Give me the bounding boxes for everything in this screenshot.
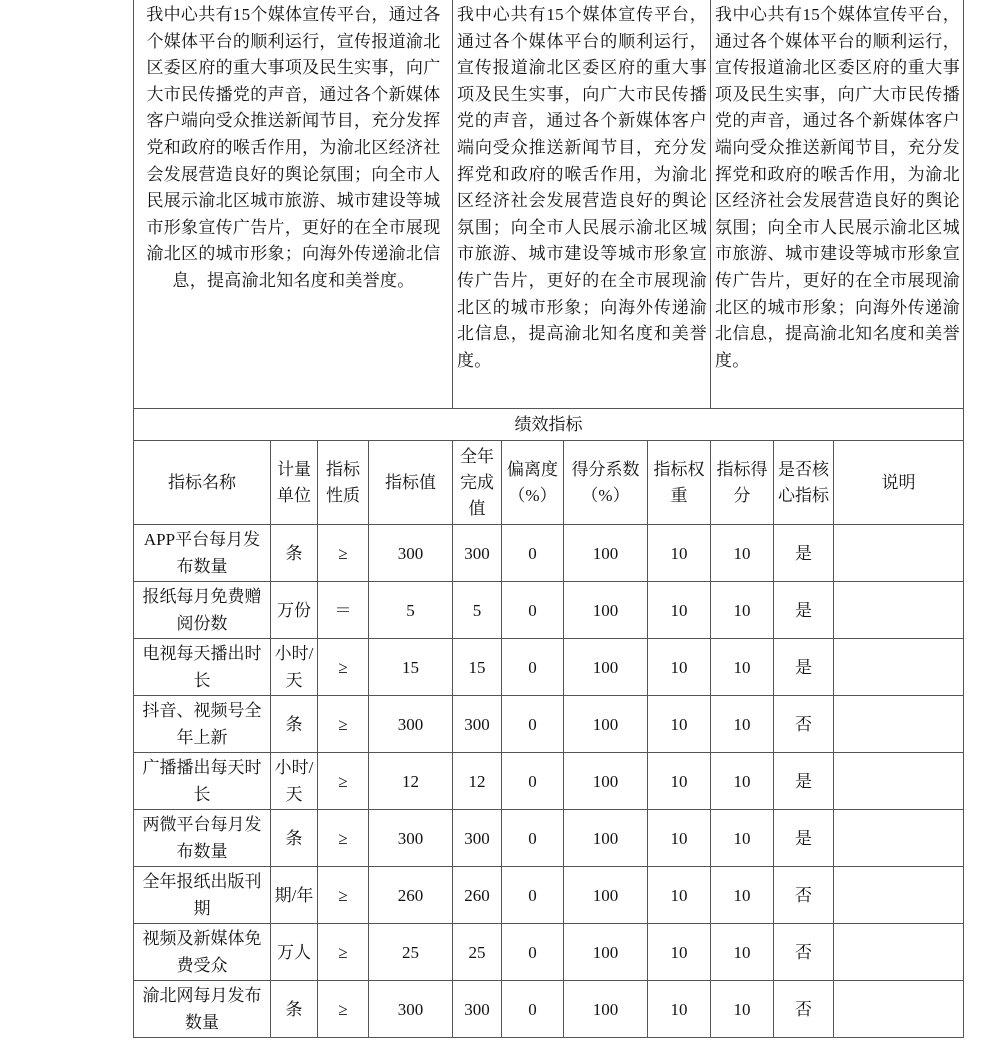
cell-actual: 260 [453,867,502,924]
cell-note [834,867,964,924]
cell-note [834,525,964,582]
cell-coef: 100 [564,924,648,981]
cell-nature: ≥ [318,753,369,810]
cell-weight: 10 [648,639,711,696]
cell-weight: 10 [648,582,711,639]
cell-name: 渝北网每月发布数量 [134,981,271,1038]
cell-score: 10 [711,753,774,810]
header-row [134,441,964,525]
cell-deviation: 0 [502,696,564,753]
section-title-row [134,409,964,441]
cell-actual: 300 [453,525,502,582]
cell-core: 是 [774,810,834,867]
cell-unit: 条 [271,525,318,582]
cell-note [834,753,964,810]
header-cell: 计量单位 [271,441,318,525]
cell-core: 是 [774,753,834,810]
cell-core: 否 [774,924,834,981]
header-cell: 全年完成值 [453,441,502,525]
header-cell: 指标权重 [648,441,711,525]
cell-nature: ≥ [318,924,369,981]
table-row [134,582,964,639]
cell-coef: 100 [564,525,648,582]
cell-target: 260 [369,867,453,924]
header-cell: 指标名称 [134,441,271,525]
cell-note [834,924,964,981]
cell-unit: 条 [271,696,318,753]
cell-core: 是 [774,525,834,582]
cell-coef: 100 [564,582,648,639]
cell-target: 12 [369,753,453,810]
cell-target: 25 [369,924,453,981]
cell-weight: 10 [648,696,711,753]
cell-name: 视频及新媒体免费受众 [134,924,271,981]
header-cell: 指标值 [369,441,453,525]
cell-nature: ≥ [318,525,369,582]
cell-deviation: 0 [502,525,564,582]
cell-name: APP平台每月发布数量 [134,525,271,582]
cell-target: 300 [369,696,453,753]
cell-nature: ≥ [318,696,369,753]
description-cell-1: 我中心共有15个媒体宣传平台，通过各个媒体平台的顺利运行，宣传报道渝北区委区府的重大事项及民生实事，向广大市民传播党的声音，通过各个新媒体客户端向受众推送新闻节目，充分发挥党和政府的喉舌作用，为渝北区经济社会发展营造良好的舆论氛围；向全市人民展示渝北区城市旅游、城市建设等城市形象宣传广告片，更好的在全市展现渝北区的城市形象；向海外传递渝北信息，提高渝北知名度和美誉度。 [134,0,453,409]
cell-unit: 小时/天 [271,753,318,810]
cell-target: 300 [369,810,453,867]
cell-nature: ≥ [318,981,369,1038]
header-cell: 是否核心指标 [774,441,834,525]
cell-score: 10 [711,867,774,924]
cell-note [834,639,964,696]
header-cell: 偏离度（%） [502,441,564,525]
cell-name: 全年报纸出版刊期 [134,867,271,924]
cell-actual: 300 [453,810,502,867]
table-row [134,639,964,696]
cell-target: 15 [369,639,453,696]
cell-actual: 300 [453,981,502,1038]
cell-weight: 10 [648,924,711,981]
cell-weight: 10 [648,753,711,810]
cell-core: 否 [774,696,834,753]
cell-note [834,696,964,753]
cell-nature: ≥ [318,810,369,867]
cell-unit: 条 [271,810,318,867]
cell-deviation: 0 [502,639,564,696]
table-body [134,525,964,1038]
header-cell: 指标性质 [318,441,369,525]
table-row [134,525,964,582]
cell-coef: 100 [564,867,648,924]
cell-coef: 100 [564,639,648,696]
cell-core: 否 [774,981,834,1038]
cell-unit: 条 [271,981,318,1038]
performance-document [133,0,963,1038]
cell-core: 是 [774,582,834,639]
description-row [134,0,964,409]
cell-deviation: 0 [502,867,564,924]
cell-deviation: 0 [502,981,564,1038]
cell-weight: 10 [648,981,711,1038]
cell-nature: ≥ [318,639,369,696]
cell-coef: 100 [564,981,648,1038]
cell-name: 两微平台每月发布数量 [134,810,271,867]
cell-nature: ＝ [318,582,369,639]
cell-unit: 小时/天 [271,639,318,696]
cell-name: 广播播出每天时长 [134,753,271,810]
cell-weight: 10 [648,525,711,582]
cell-coef: 100 [564,696,648,753]
performance-table [133,0,964,1038]
cell-deviation: 0 [502,924,564,981]
cell-actual: 300 [453,696,502,753]
cell-unit: 万份 [271,582,318,639]
cell-target: 300 [369,981,453,1038]
cell-actual: 5 [453,582,502,639]
cell-weight: 10 [648,810,711,867]
cell-unit: 期/年 [271,867,318,924]
cell-target: 5 [369,582,453,639]
table-row [134,867,964,924]
table-row [134,696,964,753]
cell-score: 10 [711,639,774,696]
header-cell: 指标得分 [711,441,774,525]
cell-score: 10 [711,582,774,639]
cell-note [834,810,964,867]
cell-coef: 100 [564,753,648,810]
cell-score: 10 [711,810,774,867]
table-row [134,753,964,810]
cell-weight: 10 [648,867,711,924]
cell-deviation: 0 [502,810,564,867]
cell-target: 300 [369,525,453,582]
cell-score: 10 [711,981,774,1038]
cell-actual: 12 [453,753,502,810]
table-row [134,981,964,1038]
cell-deviation: 0 [502,753,564,810]
cell-score: 10 [711,525,774,582]
table-row [134,924,964,981]
cell-actual: 25 [453,924,502,981]
description-cell-2: 我中心共有15个媒体宣传平台，通过各个媒体平台的顺利运行，宣传报道渝北区委区府的重大事项及民生实事，向广大市民传播党的声音，通过各个新媒体客户端向受众推送新闻节目，充分发挥党和政府的喉舌作用，为渝北区经济社会发展营造良好的舆论氛围；向全市人民展示渝北区城市旅游、城市建设等城市形象宣传广告片，更好的在全市展现渝北区的城市形象；向海外传递渝北信息，提高渝北知名度和美誉度。 [453,0,711,409]
cell-note [834,981,964,1038]
cell-score: 10 [711,924,774,981]
table-row [134,810,964,867]
cell-unit: 万人 [271,924,318,981]
cell-name: 报纸每月免费赠阅份数 [134,582,271,639]
description-cell-3: 我中心共有15个媒体宣传平台，通过各个媒体平台的顺利运行，宣传报道渝北区委区府的重大事项及民生实事，向广大市民传播党的声音，通过各个新媒体客户端向受众推送新闻节目，充分发挥党和政府的喉舌作用，为渝北区经济社会发展营造良好的舆论氛围；向全市人民展示渝北区城市旅游、城市建设等城市形象宣传广告片，更好的在全市展现渝北区的城市形象；向海外传递渝北信息，提高渝北知名度和美誉度。 [711,0,964,409]
cell-name: 电视每天播出时长 [134,639,271,696]
cell-coef: 100 [564,810,648,867]
cell-core: 否 [774,867,834,924]
cell-deviation: 0 [502,582,564,639]
cell-actual: 15 [453,639,502,696]
cell-nature: ≥ [318,867,369,924]
header-cell: 得分系数（%） [564,441,648,525]
cell-core: 是 [774,639,834,696]
cell-score: 10 [711,696,774,753]
cell-name: 抖音、视频号全年上新 [134,696,271,753]
section-title: 绩效指标 [134,409,964,441]
cell-note [834,582,964,639]
header-cell: 说明 [834,441,964,525]
